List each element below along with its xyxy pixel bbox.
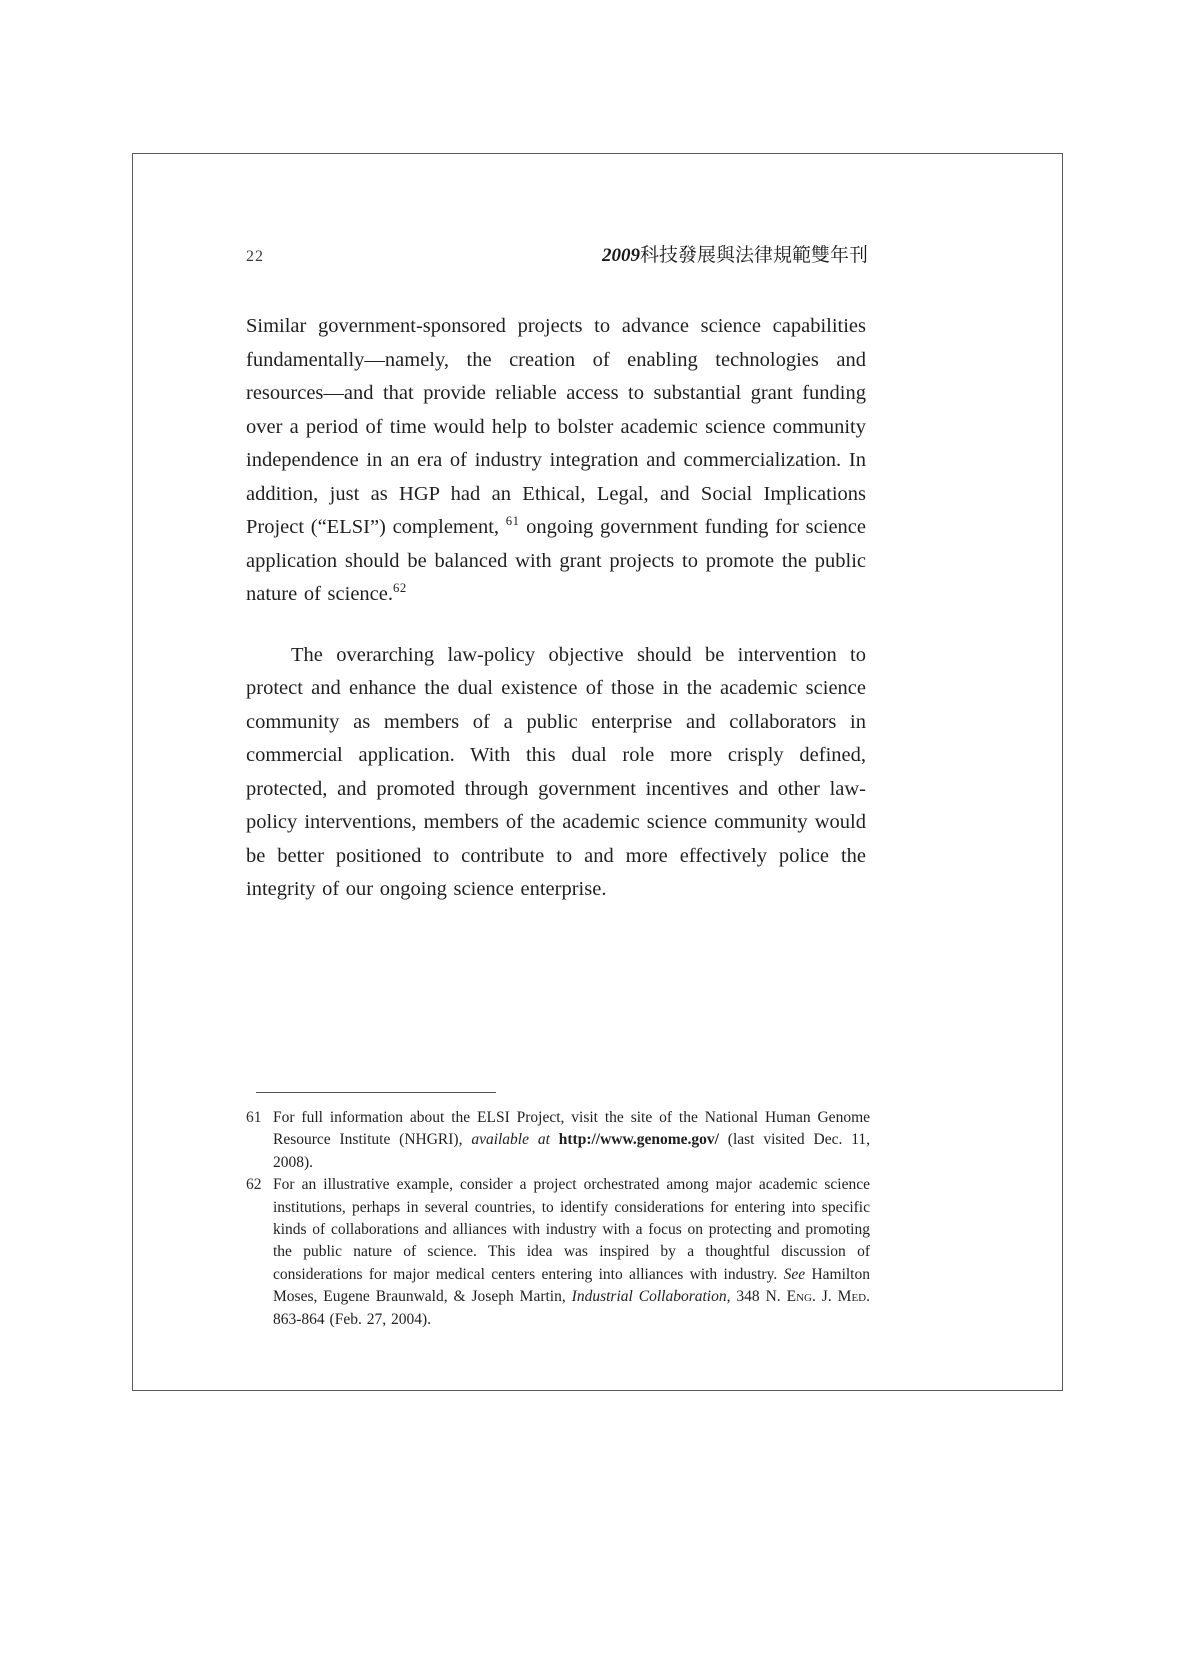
text-segment — [550, 1131, 559, 1148]
page-border-frame — [132, 153, 1063, 1391]
footnote-separator-rule — [256, 1092, 496, 1093]
paragraph-1 — [246, 310, 866, 612]
text-segment: Hamilton Moses, Eugene Braunwald, & Joseph Martin, — [273, 1265, 870, 1306]
page-number: 22 — [246, 248, 264, 265]
text-segment: See — [783, 1265, 806, 1283]
text-segment: For an illustrative example, consider a project orchestrated among major academic science institutions, perhaps in several countries, to identify considerations for entering into specific kinds of collaborations and alliances with industry with a focus on protecting and promoting the public nature of science. This idea was inspired by a thoughtful discussion of considerations for major medical centers entering into alliances with industry. — [273, 1176, 870, 1283]
text-segment: http://www.genome.gov/ — [558, 1131, 719, 1149]
footnote-area — [246, 1092, 870, 1331]
text-segment: Eng. — [786, 1288, 816, 1306]
text-segment: Med. — [837, 1288, 870, 1306]
text-segment: available at — [471, 1131, 550, 1149]
footnote-text-61 — [273, 1107, 870, 1174]
paragraph-2 — [246, 639, 866, 907]
text-segment: 863-864 (Feb. 27, 2004). — [273, 1310, 431, 1328]
footnote-text-62 — [273, 1174, 870, 1331]
text-segment: The overarching law-policy objective should be intervention to protect and enhance the dual existence of those in the academic science community as members of a public enterprise and collaborators in commercial application. With this dual role more crisply defined, protected, and promoted through government incentives and other law-policy interventions, members of the academic science community would be better positioned to contribute to and more effectively police the integrity of our ongoing science enterprise. — [246, 643, 866, 900]
text-segment: (last visited Dec. 11, 2008). — [273, 1131, 870, 1171]
text-segment: 2009 — [601, 245, 640, 266]
footnote-61 — [246, 1107, 870, 1174]
footnote-number-61: 61 — [246, 1109, 262, 1126]
article-body — [246, 310, 866, 907]
text-segment: For full information about the ELSI Project, visit the site of the National Human Genome Resource Institute (NHGRI), — [273, 1109, 870, 1149]
text-segment: Industrial Collaboration — [571, 1288, 727, 1306]
text-segment: Similar government-sponsored projects to advance science capabilities fundamentally—namely, the creation of enabling technologies and resources—and that provide reliable access to substantial grant funding over a period of time would help to bolster academic science community independence in an era of industry integration and commercialization. In addition, just as HGP had an Ethical, Legal, and Social Implications Project (“ELSI”) complement, — [246, 315, 866, 538]
text-segment: 科技發展與法律規範雙年刊 — [639, 245, 868, 266]
text-segment: , 348 N. — [726, 1288, 787, 1306]
text-segment: J. — [815, 1288, 838, 1306]
text-segment: 62 — [393, 581, 407, 596]
page-header — [246, 240, 868, 267]
footnote-number-62: 62 — [246, 1176, 262, 1194]
journal-title — [602, 240, 868, 267]
text-segment: ongoing government funding for science application should be balanced with grant projects to promote the public nature of science. — [246, 516, 866, 605]
text-segment: 61 — [505, 514, 520, 529]
footnote-62 — [246, 1174, 870, 1331]
